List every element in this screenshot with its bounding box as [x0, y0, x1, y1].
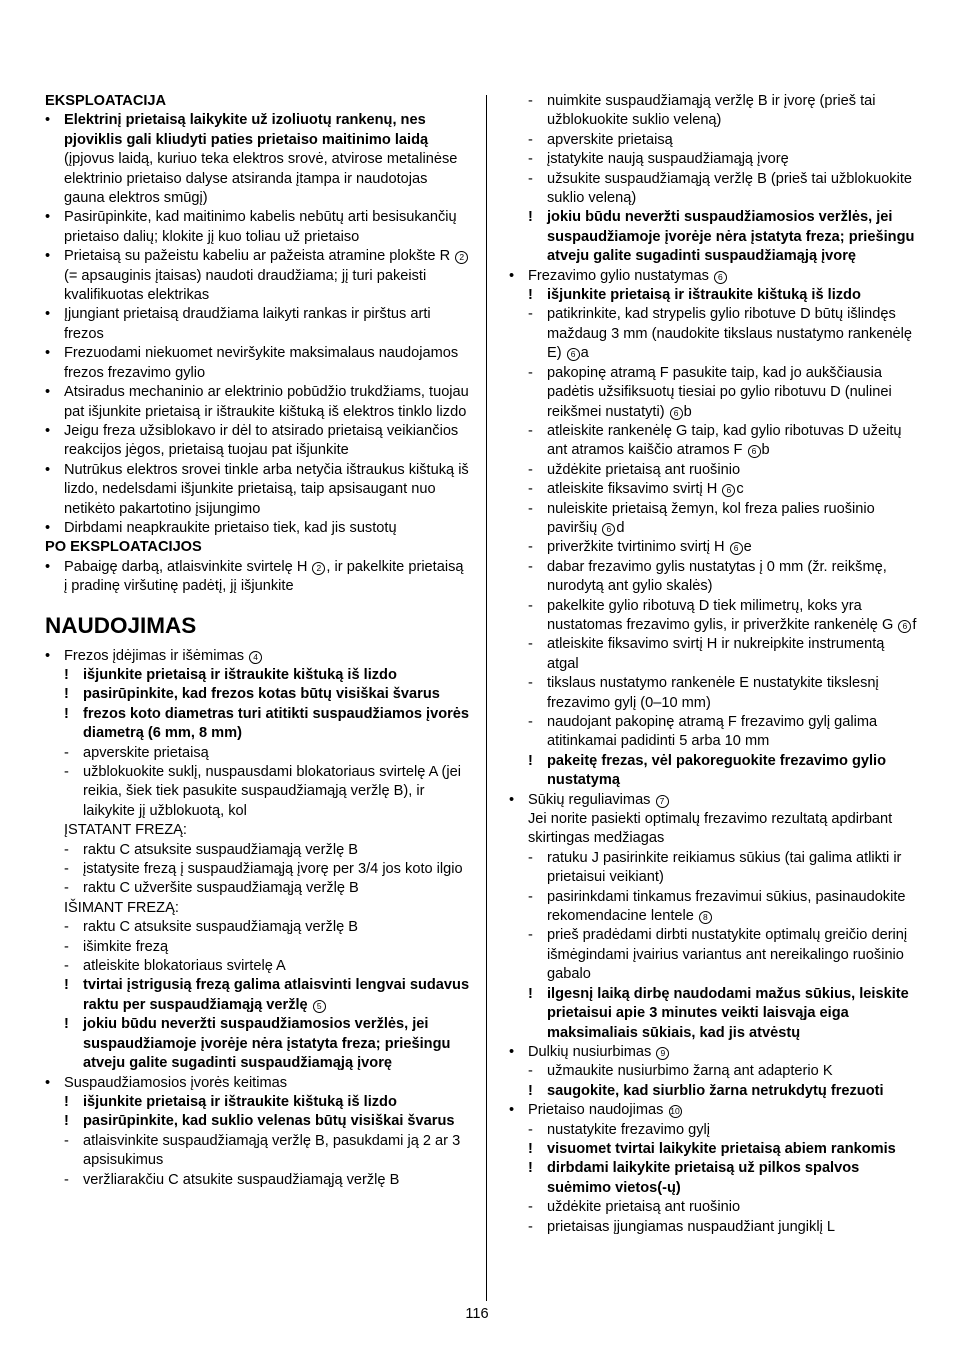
dash-marker: - [528, 1199, 533, 1216]
dash-item [509, 1218, 917, 1237]
left-column [45, 92, 470, 1190]
text-run: įstatykite naują suspaudžiamąją įvorę [547, 151, 789, 168]
figure-reference-icon: 6 [722, 484, 735, 497]
text-run: nustatykite frezavimo gylį [547, 1121, 711, 1138]
text-run: uždėkite prietaisą ant ruošinio [547, 461, 741, 478]
warning-item [509, 1159, 917, 1198]
bullet-item [45, 461, 470, 519]
figure-reference-icon: 6 [730, 542, 743, 555]
warning-item [45, 705, 470, 744]
dash-marker: - [528, 888, 533, 905]
figure-reference-icon: 8 [699, 911, 712, 924]
warning-text: pasirūpinkite, kad frezos kotas būtų visiškai švarus [83, 686, 440, 703]
text-run: b [683, 403, 692, 420]
text-run: užmaukite nusiurbimo žarną ant adapterio K [547, 1063, 833, 1080]
dash-item [45, 860, 470, 879]
bullet-icon: • [509, 1102, 515, 1119]
dash-marker: - [528, 558, 533, 575]
exclamation-icon: ! [64, 977, 69, 994]
dash-marker: - [528, 461, 533, 478]
bullet-icon: • [45, 1074, 51, 1091]
warning-text: jokiu būdu neveržti suspaudžiamosios veržlės, jei suspaudžiamoje įvorėje nėra įstatyta freza; priešingu atveju galite sugadinti suspaudžiamąją įvorę [83, 1016, 451, 1072]
dash-marker: - [528, 539, 533, 556]
text-run: (= apsauginis įtaisas) naudoti draudžiama; jį turi pakeisti kvalifikuotas elektrikas [64, 267, 427, 304]
warning-item [45, 685, 470, 704]
dash-marker: - [528, 1218, 533, 1235]
bullet-item [45, 1074, 470, 1093]
text-run: pakelkite gylio ribotuvą D tiek milimetrų, koks yra nustatomas frezavimo gylis, ir priveržkite rankenėlę G [547, 597, 898, 633]
bullet-item [45, 383, 470, 422]
figure-reference-icon: 2 [312, 562, 325, 575]
text-run: veržliarakčiu C atsukite suspaudžiamąją veržlę B [83, 1171, 400, 1188]
paragraph: IŠIMANT FREZĄ: [64, 899, 179, 916]
dash-marker: - [64, 880, 69, 897]
dash-item [509, 1121, 917, 1140]
text-run: ratuku J pasirinkite reikiamus sūkius (tai galima atlikti ir prietaisui veikiant) [547, 849, 902, 886]
text-run: išimkite frezą [83, 938, 169, 955]
exclamation-icon: ! [528, 1082, 533, 1099]
bullet-icon: • [45, 306, 51, 323]
bullet-icon: • [45, 384, 51, 401]
exclamation-icon: ! [64, 705, 69, 722]
dash-item [509, 926, 917, 984]
warning-item [509, 286, 917, 305]
bullet-item [45, 247, 470, 305]
dash-item [509, 558, 917, 597]
warning-text: frezos koto diametras turi atitikti suspaudžiamos įvorės diametrą (6 mm, 8 mm) [83, 705, 470, 742]
dash-marker: - [64, 1171, 69, 1188]
warning-item [509, 1140, 917, 1159]
dash-item [509, 170, 917, 209]
bullet-item [45, 558, 470, 597]
dash-marker: - [528, 927, 533, 944]
dash-item [509, 635, 917, 674]
warning-text: jokiu būdu neveržti suspaudžiamosios veržlės, jei suspaudžiamoje įvorėje nėra įstatyta freza; priešingu atveju galite sugadinti suspaudžiamąją įvorę [547, 209, 915, 265]
bullet-icon: • [45, 647, 51, 664]
dash-marker: - [528, 1121, 533, 1138]
dash-marker: - [528, 675, 533, 692]
dash-marker: - [64, 861, 69, 878]
warning-text: saugokite, kad siurblio žarna netrukdytų frezuoti [547, 1082, 884, 1099]
warning-item [45, 1093, 470, 1112]
dash-item [509, 713, 917, 752]
dash-item [45, 918, 470, 937]
warning-item [509, 752, 917, 791]
section-heading: EKSPLOATACIJA [45, 93, 167, 109]
warning-item [45, 976, 470, 1015]
dash-marker: - [528, 131, 533, 148]
text-run: dabar frezavimo gylis nustatytas į 0 mm (žr. reikšmę, nurodytą ant gylio skalės) [547, 558, 887, 595]
dash-item [509, 674, 917, 713]
column-divider [486, 95, 487, 1301]
bullet-item [45, 647, 470, 666]
dash-item [509, 1198, 917, 1217]
text-run: atleiskite blokatoriaus svirtelę A [83, 958, 286, 975]
dash-item [509, 364, 917, 422]
dash-marker: - [528, 500, 533, 517]
paragraph: Jei norite pasiekti optimalų frezavimo rezultatą apdirbant skirtingas medžiagas [528, 811, 893, 847]
text-run: Jeigu freza užsiblokavo ir dėl to atsirado prietaisą veikiančios reakcijos jėgos, prietaisą tuojau pat išjunkite [64, 422, 459, 459]
dash-marker: - [528, 93, 533, 109]
dash-item [45, 957, 470, 976]
dash-item [45, 1171, 470, 1190]
bullet-item [509, 791, 917, 810]
exclamation-icon: ! [64, 666, 69, 683]
figure-reference-icon: 7 [656, 795, 669, 808]
dash-item [45, 879, 470, 898]
right-column [509, 92, 917, 1237]
paragraph: ĮSTATANT FREZĄ: [64, 822, 187, 839]
bullet-icon: • [45, 248, 51, 265]
chapter-heading: NAUDOJIMAS [45, 612, 197, 638]
text-run: Prietaiso naudojimas [528, 1102, 668, 1119]
dash-item [45, 938, 470, 957]
dash-item [509, 305, 917, 363]
exclamation-icon: ! [64, 1093, 69, 1110]
bullet-icon: • [45, 461, 51, 478]
text-run: Pabaigę darbą, atlaisvinkite svirtelę H [64, 558, 312, 575]
text-run: (įpjovus laidą, kuriuo teka elektros srovė, atvirose metalinėse elektrinio prietaiso dalyse atsiranda įtampa ir naudotojas gauna elektros smūgį) [64, 151, 458, 207]
exclamation-icon: ! [528, 1160, 533, 1177]
text-run: Nutrūkus elektros srovei tinkle arba netyčia ištraukus kištuką iš lizdo, nedelsdami išjunkite prietaisą, taip apsisaugant nuo netikėto pakartotino įsijungimo [64, 461, 469, 517]
bullet-item [509, 1101, 917, 1120]
dash-marker: - [528, 1063, 533, 1080]
figure-reference-icon: 10 [670, 1106, 680, 1117]
warning-text: tvirtai įstrigusią frezą galima atlaisvinti lengvai sudavus raktu per suspaudžiamąją veržlę [83, 977, 470, 1013]
dash-item [509, 849, 917, 888]
text-run: apverskite prietaisą [83, 744, 209, 761]
text-run: atleiskite rankenėlę G taip, kad gylio ribotuvas D užeitų ant atramos kaiščio atramos F [547, 422, 902, 459]
text-run: Suspaudžiamosios įvorės keitimas [64, 1074, 288, 1091]
text-run: užblokuokite suklį, nuspausdami blokatoriaus svirtelę A (jei reikia, šiek tiek pasukite suspaudžiamąją veržlę B), ir laikykite jį užblokuotą, kol [83, 764, 462, 819]
text-run: , ir pakelkite prietaisą į pradinę viršutinę padėtį, jį išjunkite [64, 558, 464, 595]
warning-item [45, 1015, 470, 1073]
warning-text: visuomet tvirtai laikykite prietaisą abiem rankomis [547, 1140, 896, 1157]
figure-reference-icon: 6 [670, 407, 683, 420]
text-run: patikrinkite, kad strypelis gylio ribotuve D būtų išlindęs maždaug 3 mm (naudokite tikslaus nustatymo rankenėlę E) [547, 306, 913, 362]
bullet-item [45, 305, 470, 344]
dash-marker: - [64, 744, 69, 761]
text-run: uždėkite prietaisą ant ruošinio [547, 1199, 741, 1216]
dash-item [509, 422, 917, 461]
dash-marker: - [528, 422, 533, 439]
text-run: raktu C atsuksite suspaudžiamąją veržlę B [83, 919, 358, 936]
text-run: Frezos įdėjimas ir išėmimas [64, 647, 249, 664]
warning-item [509, 1082, 917, 1101]
bullet-icon: • [45, 558, 51, 575]
bullet-icon: • [45, 519, 51, 536]
text-run: Atsiradus mechaninio ar elektrinio pobūdžio trukdžiams, tuojau pat išjunkite prietaisą ir ištraukite kištuką iš elektros tinklo lizdo [64, 384, 469, 420]
text-run: c [736, 481, 744, 498]
dash-marker: - [64, 958, 69, 975]
dash-marker: - [528, 364, 533, 381]
bullet-icon: • [45, 345, 51, 362]
text-run: atlaisvinkite suspaudžiamąją veržlę B, pasukdami ją 2 ar 3 apsisukimus [83, 1132, 461, 1169]
dash-item [45, 1132, 470, 1171]
text-run: raktu C užveršite suspaudžiamąją veržlę B [83, 880, 359, 897]
bullet-item [509, 1043, 917, 1062]
figure-reference-icon: 6 [748, 445, 761, 458]
warning-text: išjunkite prietaisą ir ištraukite kištuką iš lizdo [547, 287, 861, 304]
dash-item [509, 131, 917, 150]
dash-marker: - [528, 306, 533, 323]
text-run: Frezuodami niekuomet neviršykite maksimalaus naudojamos frezos frezavimo gylio [64, 345, 459, 381]
text-run: Dulkių nusiurbimas [528, 1043, 656, 1060]
dash-marker: - [64, 938, 69, 955]
dash-item [509, 597, 917, 636]
dash-item [509, 500, 917, 539]
text-run: užsukite suspaudžiamąją veržlę B (prieš tai užblokuokite suklio veleną) [547, 170, 913, 207]
dash-item [509, 480, 917, 499]
text-run: raktu C atsuksite suspaudžiamąją veržlę B [83, 841, 358, 858]
text-run: apverskite prietaisą [547, 131, 673, 148]
exclamation-icon: ! [528, 985, 533, 1002]
dash-item [509, 538, 917, 557]
bullet-icon: • [45, 422, 51, 439]
section-heading: PO EKSPLOATACIJOS [45, 539, 202, 556]
dash-marker: - [64, 764, 69, 780]
warning-text: išjunkite prietaisą ir ištraukite kištuką iš lizdo [83, 666, 397, 683]
text-run: f [912, 616, 917, 633]
text-run: Prietaisą su pažeistu kabeliu ar pažeista atramine plokšte R [64, 248, 455, 265]
bullet-item [45, 208, 470, 247]
text-run: priveržkite tvirtinimo svirtį H [547, 539, 729, 556]
figure-reference-icon: 6 [567, 348, 580, 361]
text-run: d [616, 519, 625, 536]
exclamation-icon: ! [528, 752, 533, 769]
text-run: Frezavimo gylio nustatymas [528, 267, 713, 284]
dash-marker: - [64, 1132, 69, 1149]
warning-item [45, 1112, 470, 1131]
warning-text: išjunkite prietaisą ir ištraukite kištuką iš lizdo [83, 1093, 397, 1110]
bullet-icon: • [509, 791, 515, 808]
text-run: įstatysite frezą į suspaudžiamąją įvorę per 3/4 jos koto ilgio [83, 861, 463, 878]
warning-item [509, 985, 917, 1043]
dash-item [45, 744, 470, 763]
dash-item [509, 1062, 917, 1081]
text-run: prietaisas įjungiamas nuspaudžiant jungiklį L [547, 1218, 835, 1235]
bullet-item [45, 422, 470, 461]
text-run: tikslaus nustatymo rankenėle E nustatykite tikslesnį frezavimo gylį (0–10 mm) [547, 675, 879, 711]
exclamation-icon: ! [64, 1016, 69, 1033]
dash-item [509, 461, 917, 480]
dash-marker: - [528, 481, 533, 498]
text-run: atleiskite fiksavimo svirtį H ir nukreipkite instrumentą atgal [547, 636, 885, 672]
text-run: e [743, 539, 752, 556]
dash-item [509, 150, 917, 169]
bullet-icon: • [45, 112, 51, 129]
figure-reference-icon: 5 [313, 1000, 326, 1013]
text-run: prieš pradėdami dirbti nustatykite optimalų greičio derinį išmėgindami įvairius variantus ant nereikalingo ruošinio gabalo [547, 927, 908, 983]
figure-reference-icon: 9 [656, 1047, 669, 1060]
text-run: b [761, 442, 770, 459]
warning-text: pakeitę frezas, vėl pakoreguokite frezavimo gylio nustatymą [547, 752, 887, 789]
figure-reference-icon: 6 [898, 620, 911, 633]
dash-marker: - [528, 151, 533, 168]
figure-reference-icon: 2 [455, 251, 468, 264]
exclamation-icon: ! [64, 1113, 69, 1130]
dash-marker: - [528, 849, 533, 866]
figure-reference-icon: 4 [249, 651, 262, 664]
text-run: Sūkių reguliavimas [528, 791, 655, 808]
dash-item [45, 841, 470, 860]
dash-item [509, 888, 917, 927]
figure-reference-icon: 6 [602, 523, 615, 536]
text-run: nuimkite suspaudžiamąją veržlę B ir įvorę (prieš tai užblokuokite suklio veleną) [547, 93, 876, 129]
bullet-icon: • [509, 267, 515, 284]
exclamation-icon: ! [64, 686, 69, 703]
dash-item [45, 763, 470, 821]
text-run: pasirinkdami tinkamus frezavimui sūkius, pasinaudokite rekomendacine lentele [547, 888, 906, 925]
warning-text: ilgesnį laiką dirbę naudodami mažus sūkius, leiskite prietaisui apie 3 minutes veikti laisvąja eiga maksimaliais sūkiais, kad jis atvėstų [547, 985, 909, 1041]
warning-text: pasirūpinkite, kad suklio velenas būtų visiškai švarus [83, 1113, 455, 1130]
bullet-item [45, 111, 470, 208]
exclamation-icon: ! [528, 209, 533, 226]
dash-marker: - [64, 919, 69, 936]
figure-reference-icon: 6 [714, 271, 727, 284]
text-run: pakopinę atramą F pasukite taip, kad jo aukščiausia padėtis užsifiksuotų tiesiai po gylio ribotuvu D (nulinei reikšmei nustatyti) [547, 364, 892, 420]
text-run: nuleiskite prietaisą žemyn, kol freza palies ruošinio paviršių [547, 500, 875, 536]
dash-marker: - [528, 597, 533, 614]
exclamation-icon: ! [528, 287, 533, 304]
dash-marker: - [64, 841, 69, 858]
dash-item [509, 92, 917, 131]
dash-marker: - [528, 714, 533, 730]
dash-marker: - [528, 170, 533, 187]
bullet-item [45, 519, 470, 538]
text-run: naudojant pakopinę atramą F frezavimo gylį galima atitinkamai padidinti 5 arba 10 mm [547, 714, 878, 750]
warning-text: dirbdami laikykite prietaisą už pilkos spalvos suėmimo vietos(-ų) [547, 1160, 860, 1196]
text-run: Dirbdami neapkraukite prietaiso tiek, kad jis sustotų [64, 519, 397, 536]
dash-marker: - [528, 636, 533, 653]
bullet-icon: • [509, 1043, 515, 1060]
text-run: Pasirūpinkite, kad maitinimo kabelis nebūtų arti besisukančių prietaiso dalių; klokite jį kuo toliau už prietaiso [64, 209, 457, 245]
bullet-icon: • [45, 209, 51, 226]
page-number: 116 [465, 1306, 489, 1322]
text-run: Įjungiant prietaisą draudžiama laikyti rankas ir pirštus arti frezos [64, 306, 431, 342]
warning-item [45, 666, 470, 685]
bullet-item [509, 267, 917, 286]
text-run: atleiskite fiksavimo svirtį H [547, 481, 722, 498]
text-run: a [580, 345, 589, 362]
warning-item [509, 208, 917, 266]
exclamation-icon: ! [528, 1140, 533, 1157]
bullet-item [45, 344, 470, 383]
bold-text: Elektrinį prietaisą laikykite už izoliuotų rankenų, nes pjoviklis gali kliudyti paties prietaiso maitinimo laidą [64, 112, 429, 148]
